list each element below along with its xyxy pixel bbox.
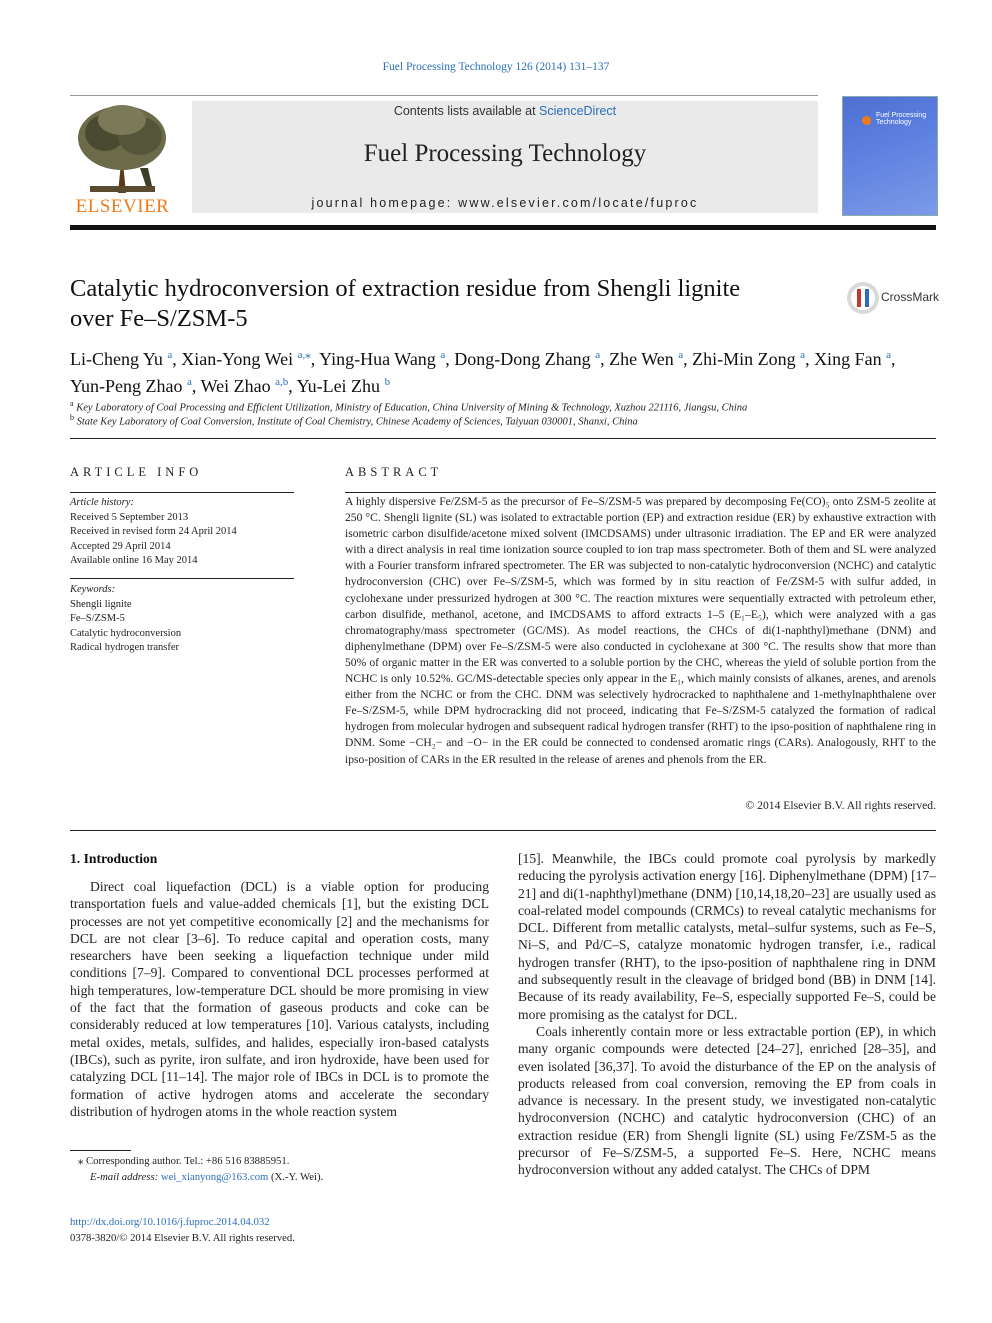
journal-citation[interactable]: Fuel Processing Technology 126 (2014) 131–137: [382, 61, 610, 73]
abstract-copyright: © 2014 Elsevier B.V. All rights reserved.: [745, 799, 936, 812]
doi-link[interactable]: http://dx.doi.org/10.1016/j.fuproc.2014.04.032: [70, 1216, 270, 1228]
author[interactable]: Dong-Dong Zhang $^a$,: [454, 349, 610, 369]
author[interactable]: Yu-Lei Zhu $^b$: [296, 376, 391, 396]
cover-title: Fuel Processing Technology: [876, 112, 927, 126]
title-line-1: Catalytic hydroconversion of extraction residue from Shengli lignite: [70, 275, 741, 302]
issn-line: 0378-3820/© 2014 Elsevier B.V. All rights reserved.: [70, 1231, 295, 1244]
corresponding-author-line: ⁎ Corresponding author. Tel.: +86 516 83885951.: [78, 1155, 290, 1167]
keywords: [70, 583, 294, 656]
author[interactable]: Zhe Wen $^a$,: [609, 349, 693, 369]
keyword: Shengli lignite: [70, 598, 132, 610]
abstract-heading: ABSTRACT: [345, 465, 443, 479]
intro-column-right: [518, 850, 936, 1179]
intro-paragraph-3: Coals inherently contain more or less extractable portion (EP), in which many organic compounds were detected [24–27], enriched [28–35], and even isolated [36,37]. To avoid the disturbance of the EP on the analysis of products released from coal conversion, removing the EP from coals in advance is necessary. In the present study, we investigated non-catalytic hydroconversion (NCHC) and catalytic hydroconversion (CHC) of an extraction residue (ER) from Shengli lignite (SL) using Fe/ZSM-5 as the precursor of Fe–S/ZSM-5, a supported Fe–S. Here, NCHC means hydroconversion without any added catalyst. The CHCs of DPM: [518, 1023, 936, 1178]
sciencedirect-link[interactable]: ScienceDirect: [539, 104, 617, 118]
crossmark-label[interactable]: CrossMark: [881, 290, 940, 304]
header-divider: [70, 225, 936, 230]
contents-prefix: Contents lists available at: [393, 104, 540, 118]
keywords-label: Keywords:: [70, 584, 116, 595]
abstract-rule: [345, 492, 936, 493]
affiliation-a: $^a$ Key Laboratory of Coal Processing and Efficient Utilization, Ministry of Education, China University of Mining & Technology, Xuzhou 221116, Jiangsu, China: [70, 399, 748, 414]
cover-logo-icon: [862, 116, 871, 125]
abstract-text: A highly dispersive Fe/ZSM-5 as the precursor of Fe–S/ZSM-5 was prepared by decomposing Fe(CO)₅ onto ZSM-5 zeolite at 250 °C. Shengli lignite (SL) was isolated to extractable portion (EP) and extraction residue (ER) by exhaustive extraction with isometric carbon disulfide/acetone mixed solvent (IMCDSAMS) under ultrasonic irradiation. The EP and ER were analyzed with a direct analysis in real time ionization source coupled to ion trap mass spectrometer. Both of them and SL were analyzed with a Fourier transform infrared spectrometer. The ER was subjected to non-catalytic hydroconversion (NCHC) and catalytic hydroconversion (CHC) over Fe–S/ZSM-5, which was formed by in situ reaction of Fe/ZSM-5 with sulfur added, in cyclohexane under pressurized hydrogen at 300 °C. The reaction mixtures were sequentially extracted with petroleum ether, carbon disulfide, methanol, acetone, and IMCDSAMS to afford extracts 1–5 (E₁–E₅), which were analyzed with a gas chromatography/mass spectrometer (GC/MS). As model reactions, the CHCs of di(1-naphthyl)methane (DNM) and diphenylmethane (DPM) over Fe–S/ZSM-5 were also conducted in cyclohexane at 300 °C. The results show that more than 50% of organic matter in the ER was converted to a soluble portion by the CHC, whereas the yield of soluble portion from the NCHC is only 10.52%. GC/MS-detectable species only appear in the E₁, which mainly consists of alkanes, arenes, and arenols either from the NCHC or from the CHC. DNM was selectively hydrocracked to naphthalene and 1-methylnaphthalene over Fe–S/ZSM-5, while DPM hydrocracking did not proceed, indicating that Fe–S/ZSM-5 catalyzed the formation of radical hydrogen from molecular hydrogen and subsequent radical hydrogen transfer (RHT) to the ipso-position of naphthalene ring in DNM. Some −CH₂− and −O− in the ER could be connected to condensed aromatic rings (CARs). Analogously, RHT to the ipso-position of CARs in the ER resulted in the release of arenes and phenols from the ER.: [345, 495, 936, 766]
author[interactable]: Xing Fan $^a$,: [814, 349, 896, 369]
publisher-logo-text: ELSEVIER: [75, 196, 170, 217]
contents-available-line: [192, 104, 818, 118]
author-list: [70, 344, 936, 398]
email-link[interactable]: wei_xianyong@163.com: [160, 1170, 269, 1183]
affiliation-divider: [70, 438, 936, 439]
history-item: Available online 16 May 2014: [70, 555, 198, 566]
article-info-rule: [70, 492, 294, 493]
article-title: [70, 274, 810, 334]
author[interactable]: Xian-Yong Wei $^{a,⁎}$,: [181, 349, 320, 369]
author[interactable]: Li-Cheng Yu $^a$,: [70, 349, 182, 369]
corresponding-author-note: [70, 1154, 489, 1185]
journal-homepage[interactable]: journal homepage: www.elsevier.com/locate/fuproc: [311, 196, 699, 210]
history-item: Received in revised form 24 April 2014: [70, 526, 237, 537]
article-history: [70, 496, 294, 569]
keyword: Fe–S/ZSM-5: [70, 613, 125, 624]
doi-block: [70, 1215, 489, 1246]
author[interactable]: Ying-Hua Wang $^a$,: [319, 349, 455, 369]
crossmark-icon: [846, 281, 880, 315]
footnote-rule: [70, 1150, 131, 1151]
title-line-2: over Fe–S/ZSM-5: [70, 305, 248, 332]
intro-paragraph-1: Direct coal liquefaction (DCL) is a viable option for producing transportation fuels and value-added chemicals [1], but the existing DCL processes are not yet competitive economically [2] and the mechanisms for DCL are not clear [3–6]. To reduce capital and operation costs, many researchers have been seeking a liquefaction technique under mild conditions [7–9]. Compared to conventional DCL processes performed at high temperatures, low-temperature DCL should be more promising in view of the fact that the formation of gaseous products and coke can be considerably reduced at low temperatures [10]. Various catalysts, including metal oxides, metals, sulfides, and halides, especially iron-based catalysts (IBCs), such as pyrite, iron sulfate, and iron hydroxide, have been used for catalyzing DCL [11–14]. The major role of IBCs in DCL is to promote the formation of active hydrogen atoms and accelerate the secondary distribution of hydrogen atoms in the whole reaction system: [70, 879, 489, 1119]
body-divider: [70, 830, 936, 831]
article-info-heading: ARTICLE INFO: [70, 465, 203, 479]
author[interactable]: Wei Zhao $^{a,b}$,: [200, 376, 297, 396]
keywords-rule: [70, 578, 294, 579]
header-top-rule: [70, 95, 818, 96]
journal-title: Fuel Processing Technology: [363, 140, 647, 167]
history-item: Received 5 September 2013: [70, 511, 189, 523]
keyword: Radical hydrogen transfer: [70, 642, 180, 653]
email-line: E-mail address: wei_xianyong@163.com (X.-Y. Wei).: [90, 1170, 324, 1183]
history-item: Accepted 29 April 2014: [70, 540, 171, 552]
keyword: Catalytic hydroconversion: [70, 627, 182, 639]
affiliation-b: $^b$ State Key Laboratory of Coal Conversion, Institute of Coal Chemistry, Chinese Academy of Sciences, Taiyuan 030001, Shanxi, China: [70, 413, 638, 428]
author[interactable]: Yun-Peng Zhao $^a$,: [70, 376, 201, 396]
intro-paragraph-2: [15]. Meanwhile, the IBCs could promote coal pyrolysis by markedly reducing the pyrolysis activation energy [16]. Diphenylmethane (DPM) [17–21] and di(1-naphthyl)methane (DNM) [10,14,18,20–23] are usually used as coal-related model compounds (CRMCs) to reveal catalytic mechanisms for DCL. Different from metallic catalysts, metal–sulfur systems, such as Fe–S, Ni–S, and Pd/C–S, catalyze monatomic hydrogen transfer, i.e., radical hydrogen transfer (RHT), to the ipso-position of naphthalene ring in DNM and subsequently result in the cleavage of bridged bond (BB) in DNM [14]. Because of its ready availability, Fe–S, especially supported Fe–S, could be more promising as the catalyst for DCL.: [518, 851, 936, 1022]
section-heading-introduction: 1. Introduction: [70, 851, 158, 866]
author[interactable]: Zhi-Min Zong $^a$,: [692, 349, 815, 369]
history-label: Article history:: [70, 497, 134, 508]
